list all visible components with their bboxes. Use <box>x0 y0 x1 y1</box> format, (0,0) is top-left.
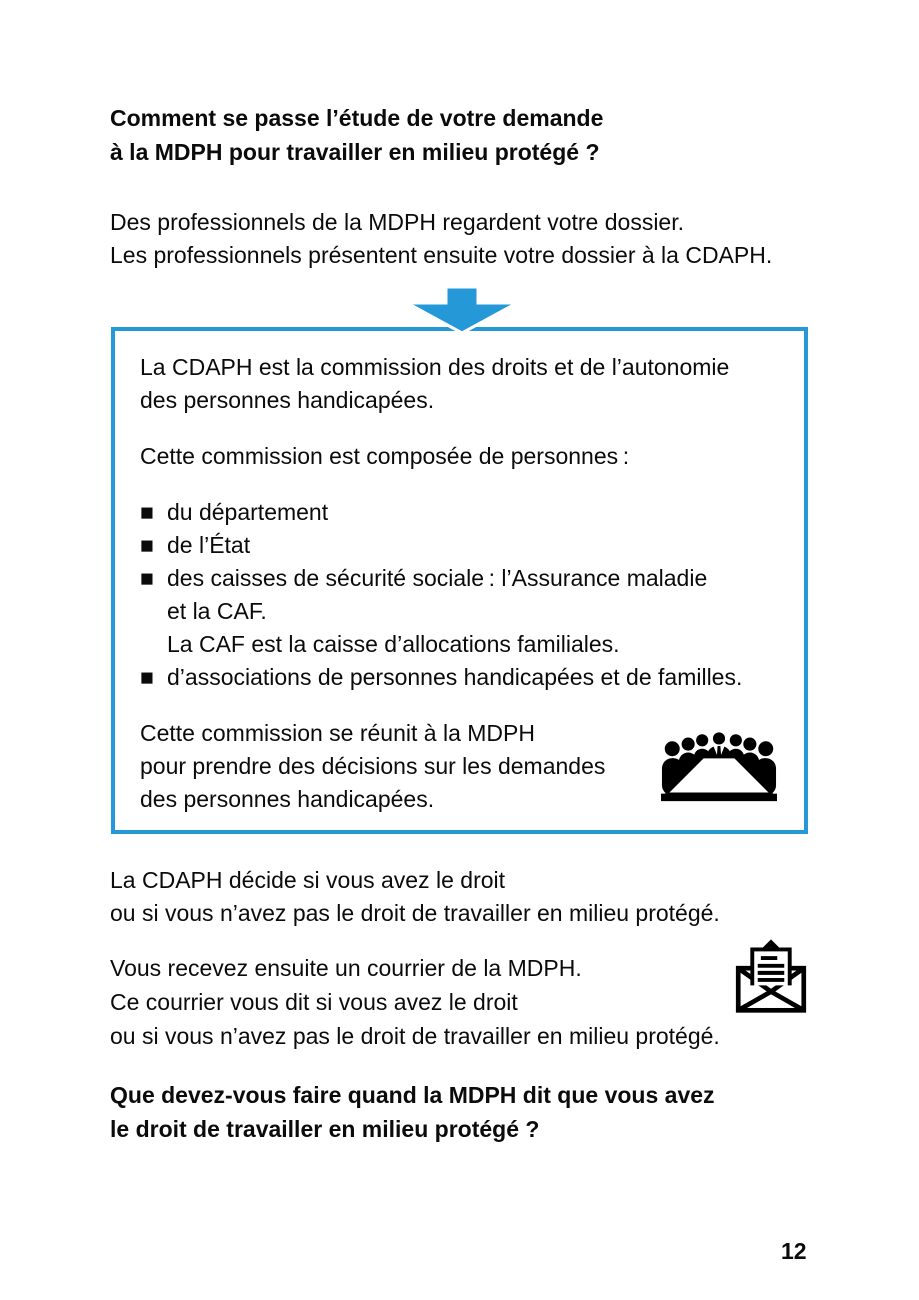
paragraph-line: des personnes handicapées. <box>140 786 435 812</box>
paragraph-line: pour prendre des décisions sur les demandes <box>140 753 606 779</box>
letter-paragraph <box>110 951 720 1053</box>
box-paragraph-definition <box>140 351 780 417</box>
decision-paragraph <box>110 864 720 930</box>
list-item-continuation: La CAF est la caisse d’allocations familiales. <box>167 631 620 657</box>
composition-bullet-list <box>140 496 780 694</box>
paragraph-line: ou si vous n’avez pas le droit de travailler en milieu protégé. <box>110 1023 720 1049</box>
list-item-text: d’associations de personnes handicapées et de familles. <box>167 664 743 690</box>
paragraph-line: Les professionnels présentent ensuite votre dossier à la CDAPH. <box>110 242 773 268</box>
question-heading-top <box>110 101 603 169</box>
paragraph-line: La CDAPH décide si vous avez le droit <box>110 867 506 893</box>
list-item-text: du département <box>167 499 329 525</box>
list-item <box>140 661 780 694</box>
heading-line: le droit de travailler en milieu protégé ? <box>110 1116 540 1142</box>
box-paragraph-composition: Cette commission est composée de personnes : <box>140 443 630 469</box>
paragraph-line: Ce courrier vous dit si vous avez le droit <box>110 989 518 1015</box>
down-arrow-icon <box>406 286 518 339</box>
question-heading-bottom <box>110 1078 715 1146</box>
paragraph-line: Des professionnels de la MDPH regardent votre dossier. <box>110 209 685 235</box>
paragraph-line: ou si vous n’avez pas le droit de travailler en milieu protégé. <box>110 900 720 926</box>
list-item-continuation: et la CAF. <box>167 598 267 624</box>
heading-line: Que devez-vous faire quand la MDPH dit que vous avez <box>110 1082 715 1108</box>
heading-line: Comment se passe l’étude de votre demande <box>110 105 604 131</box>
page-number: 12 <box>781 1238 807 1264</box>
bullet-square-icon: ■ <box>140 565 154 591</box>
paragraph-line: Cette commission se réunit à la MDPH <box>140 720 535 746</box>
list-item <box>140 562 780 595</box>
list-item-text: de l’État <box>167 532 251 558</box>
heading-line: à la MDPH pour travailler en milieu protégé ? <box>110 139 600 165</box>
bullet-square-icon: ■ <box>140 499 154 525</box>
cdaph-info-box <box>111 327 808 834</box>
paragraph-line: des personnes handicapées. <box>140 387 435 413</box>
bullet-square-icon: ■ <box>140 664 154 690</box>
intro-paragraph <box>110 206 772 272</box>
down-arrow-shape <box>407 287 517 333</box>
meeting-table-icon <box>658 731 780 808</box>
paragraph-line: La CDAPH est la commission des droits et de l’autonomie <box>140 354 730 380</box>
envelope-icon <box>732 935 810 1022</box>
list-item <box>140 496 780 529</box>
list-item-text: des caisses de sécurité sociale : l’Assurance maladie <box>167 565 708 591</box>
bullet-square-icon: ■ <box>140 532 154 558</box>
paragraph-line: Vous recevez ensuite un courrier de la MDPH. <box>110 955 582 981</box>
list-item <box>140 529 780 562</box>
